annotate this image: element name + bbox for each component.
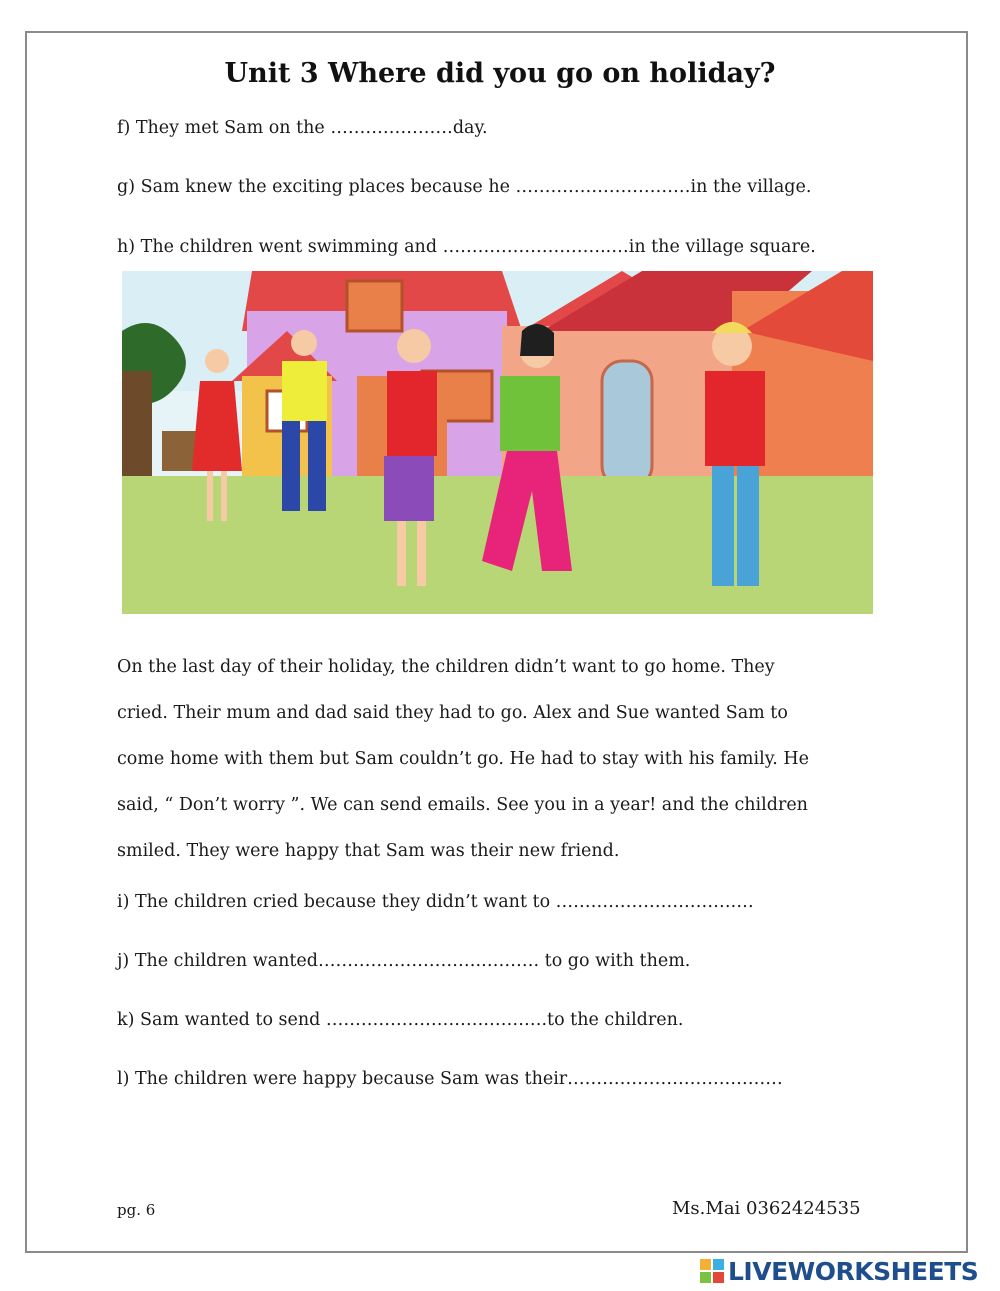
question-k: k) Sam wanted to send ……………………….……….to the children. [117,1010,684,1030]
village-illustration [122,271,873,614]
reading-passage [117,644,877,874]
question-h: h) The children went swimming and ………………………..…in the village square. [117,237,816,257]
passage-line: cried. Their mum and dad said they had to go. Alex and Sue wanted Sam to [117,703,788,723]
page-number: pg. 6 [117,1201,156,1219]
passage-line: come home with them but Sam couldn’t go. He had to stay with his family. He [117,749,810,769]
question-j: j) The children wanted……………………….………. to go with them. [117,951,691,971]
passage-line: said, “ Don’t worry ”. We can send emails. See you in a year! and the children [117,795,808,815]
question-g: g) Sam knew the exciting places because he …………………………in the village. [117,177,812,197]
question-i: i) The children cried because they didn’t want to ………………………….… [117,892,754,912]
question-l: l) The children were happy because Sam was their……………………….……… [117,1069,783,1089]
liveworksheets-logo-icon [700,1259,724,1283]
passage-line: On the last day of their holiday, the children didn’t want to go home. They [117,657,775,677]
worksheet-title: Unit 3 Where did you go on holiday? [224,58,776,89]
brand-name: LIVEWORKSHEETS [728,1256,979,1286]
question-f: f) They met Sam on the …………………day. [117,118,488,138]
liveworksheets-brand[interactable] [700,1256,978,1286]
author-contact: Ms.Mai 0362424535 [672,1198,861,1219]
passage-line: smiled. They were happy that Sam was their new friend. [117,841,620,861]
